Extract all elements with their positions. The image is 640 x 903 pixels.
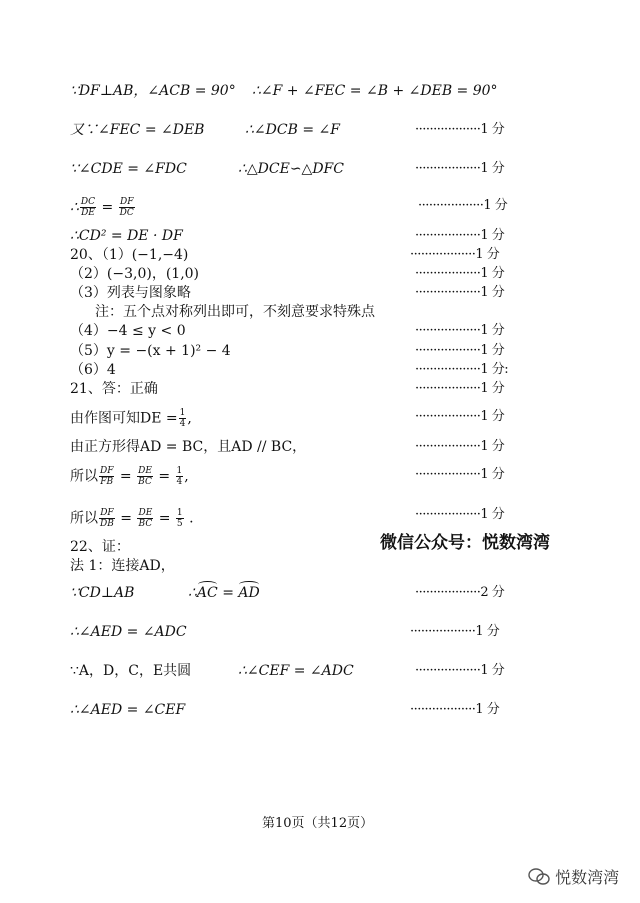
score-q21: ··················1 分 <box>415 381 505 396</box>
q21-de-value: 由作图可知DE = $\frac{1}{4}$ , <box>70 408 192 429</box>
fraction-df-db: $\frac{DF}{DB}$ <box>100 508 114 529</box>
fraction-de-bc-2: $\frac{DE}{BC}$ <box>138 508 153 529</box>
score-q21-a: ··················1 分 <box>415 409 505 424</box>
line-cd-squared: ∴CD² = DE · DF <box>70 228 183 244</box>
line-dcb-f: ∴∠DCB = ∠F <box>245 122 340 138</box>
fraction-one-quarter: $\frac{1}{4}$ <box>179 408 186 429</box>
q21-square: 由正方形得AD = BC，且AD // BC， <box>70 439 307 455</box>
score-q22-a: ··················2 分 <box>415 585 505 600</box>
arc-ac: AC <box>196 585 218 601</box>
wechat-icon <box>528 868 555 887</box>
fraction-one-quarter-2: $\frac{1}{4}$ <box>176 466 183 487</box>
q22-title: 22、证： <box>70 539 130 555</box>
q20-part4: （4）−4 ≤ y < 0 <box>70 323 186 339</box>
corner-brand <box>528 865 619 888</box>
q22-arcs-equal: ∴AC = AD <box>188 585 260 601</box>
wechat-watermark: 微信公众号：悦数湾湾 <box>380 533 550 553</box>
score-q20-2: ··················1 分 <box>415 266 505 281</box>
q20-part3: （3）列表与图象略 <box>70 285 191 301</box>
score-4: ··················1 分 <box>415 228 505 243</box>
page-footer: 第10页（共12页） <box>262 816 374 831</box>
q21-answer: 21、答：正确 <box>70 381 158 397</box>
score-q20-5: ··················1 分 <box>415 343 505 358</box>
q20-note: 注：五个点对称列出即可，不刻意要求特殊点 <box>95 304 375 320</box>
score-q21-c: ··················1 分 <box>415 467 505 482</box>
score-q22-d: ··················1 分 <box>410 702 500 717</box>
q22-method: 法 1：连接AD， <box>70 558 175 574</box>
score-1: ··················1 分 <box>415 122 505 137</box>
fraction-dc-de: $\frac{DC}{DE}$ <box>80 197 96 218</box>
q20-part6: （6）4 <box>70 362 116 378</box>
fraction-df-fb: $\frac{DF}{FB}$ <box>100 466 114 487</box>
q22-cd-perp: ∵CD⊥AB <box>70 585 135 601</box>
score-q22-c: ··················1 分 <box>415 663 505 678</box>
score-q20-3: ··················1 分 <box>415 285 505 300</box>
q21-ratio-1: 所以 $\frac{DF}{FB}$ = $\frac{DE}{BC}$ = $\frac{1}{4}$ , <box>70 466 189 487</box>
score-q21-b: ··················1 分 <box>415 439 505 454</box>
line-ratio: ∴ $\frac{DC}{DE}$ = $\frac{DF}{DC}$ <box>70 197 134 218</box>
fraction-df-dc: $\frac{DF}{DC}$ <box>119 197 134 218</box>
score-q21-d: ··················1 分 <box>415 507 505 522</box>
corner-brand-label: 悦数湾湾 <box>555 868 620 887</box>
fraction-one-fifth: $\frac{1}{5}$ <box>176 508 183 529</box>
score-q20-1: ··················1 分 <box>410 247 500 262</box>
q21-ratio-2: 所以 $\frac{DF}{DB}$ = $\frac{DE}{BC}$ = $\frac{1}{5}$ . <box>70 508 194 529</box>
line-similar-triangles: ∴△DCE∽△DFC <box>238 161 344 177</box>
therefore-symbol: ∴ <box>70 199 79 216</box>
score-q20-6: ··················1 分: <box>415 362 509 377</box>
line-fec-deb: 又∵∠FEC = ∠DEB <box>70 122 205 138</box>
q22-aed-adc: ∴∠AED = ∠ADC <box>70 624 187 640</box>
q20-part5: （5）y = −(x + 1)² − 4 <box>70 343 231 359</box>
q22-conclusion: ∴∠AED = ∠CEF <box>70 702 186 718</box>
q20-part2: （2）(−3,0)，(1,0) <box>70 266 200 282</box>
line-df-perp-ab: ∵DF⊥AB，∠ACB = 90° <box>70 83 236 99</box>
arc-ad: AD <box>238 585 260 601</box>
line-angle-sum: ∴∠F + ∠FEC = ∠B + ∠DEB = 90° <box>252 83 498 99</box>
score-q20-4: ··················1 分 <box>415 323 505 338</box>
score-3: ··················1 分 <box>418 198 508 213</box>
line-cde-fdc: ∵∠CDE = ∠FDC <box>70 161 187 177</box>
q22-cef-adc: ∴∠CEF = ∠ADC <box>238 663 354 679</box>
score-2: ··················1 分 <box>415 161 505 176</box>
fraction-de-bc: $\frac{DE}{BC}$ <box>138 466 152 487</box>
q20-part1: 20、（1）(−1,−4) <box>70 247 189 263</box>
score-q22-b: ··················1 分 <box>410 624 500 639</box>
q22-concyclic: ∵A，D，C，E共圆 <box>70 663 192 679</box>
